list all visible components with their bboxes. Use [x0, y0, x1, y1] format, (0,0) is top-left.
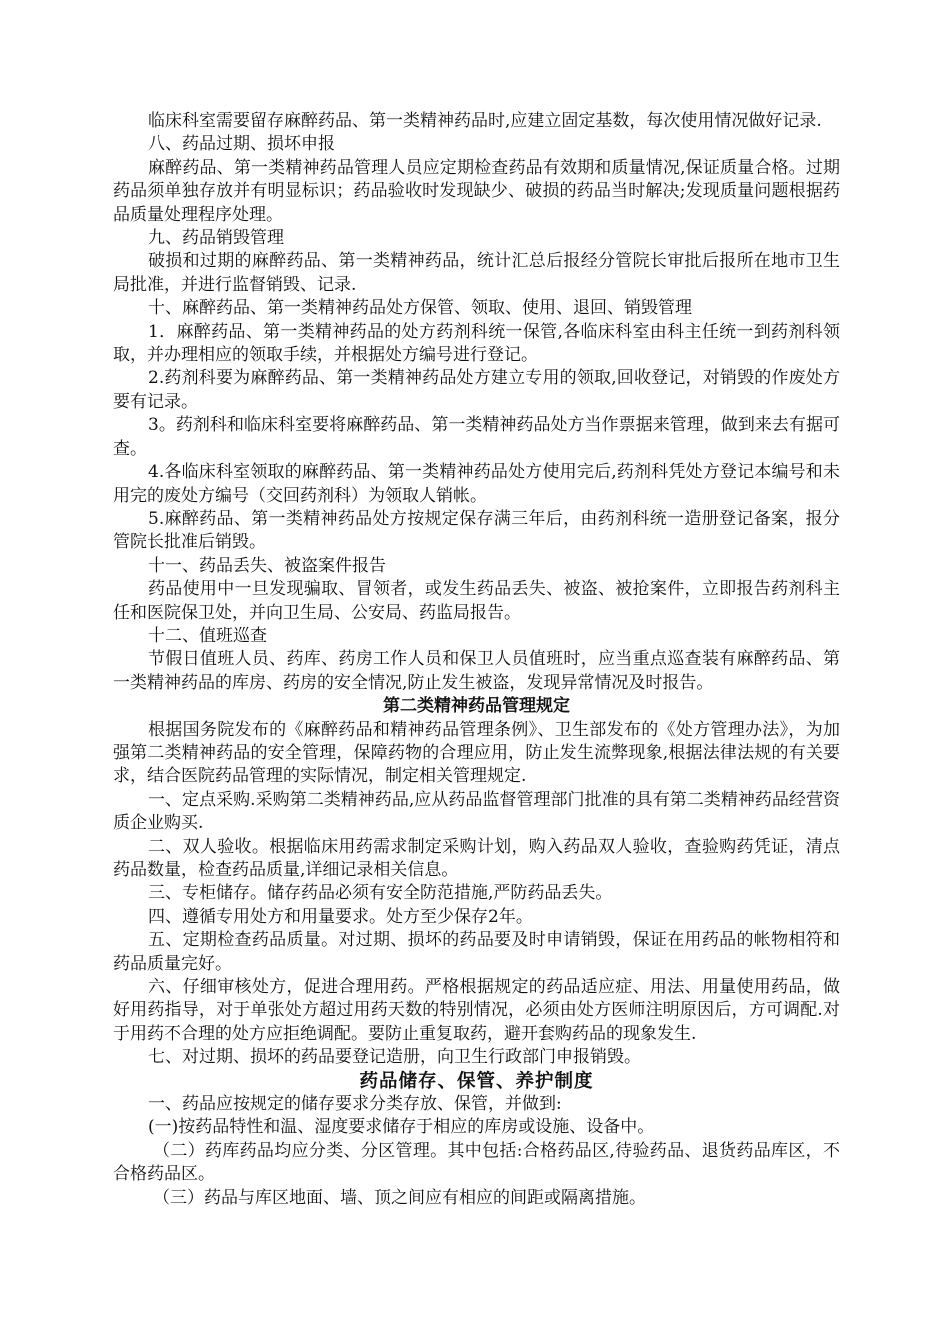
list-item: 1．麻醉药品、第一类精神药品的处方药剂科统一保管,各临床科室由科主任统一到药剂科领取，并办理相应的领取手续，并根据处方编号进行登记。	[113, 321, 840, 366]
paragraph: 麻醉药品、第一类精神药品管理人员应定期检查药品有效期和质量情况,保证质量合格。过期药品须单独存放并有明显标识；药品验收时发现缺少、破损的药品当时解决;发现质量问题根据药品质量处理程序处理。	[113, 157, 840, 225]
list-item: 一、定点采购.采购第二类精神药品,应从药品监督管理部门批准的具有第二类精神药品经营资质企业购买.	[113, 789, 840, 834]
paragraph: 药品使用中一旦发现骗取、冒领者，或发生药品丢失、被盗、被抢案件，立即报告药剂科主任和医院保卫处，并向卫生局、公安局、药监局报告。	[113, 579, 840, 623]
section-heading: 十一、药品丢失、被盗案件报告	[148, 555, 386, 576]
section-heading: 八、药品过期、损坏申报	[148, 134, 335, 155]
section-heading: 九、药品销毁管理	[148, 228, 284, 249]
section-heading: 十二、值班巡查	[148, 625, 267, 646]
paragraph: 根据国务院发布的《麻醉药品和精神药品管理条例》、卫生部发布的《处方管理办法》，为加强第二类精神药品的安全管理，保障药物的合理应用，防止发生流弊现象,根据法律法规的有关要求，结合医院药品管理的实际情况，制定相关管理规定.	[113, 719, 840, 787]
paragraph: 破损和过期的麻醉药品、第一类精神药品，统计汇总后报经分管院长审批后报所在地市卫生局批准，并进行监督销毁、记录.	[113, 251, 840, 295]
document-title: 第二类精神药品管理规定	[383, 696, 570, 717]
section-heading: 十、麻醉药品、第一类精神药品处方保管、领取、使用、退回、销毁管理	[148, 298, 692, 319]
document-page	[113, 110, 840, 1210]
list-item: 七、对过期、损坏的药品要登记造册，向卫生行政部门申报销毁。	[148, 1047, 641, 1068]
list-item: 四、遵循专用处方和用量要求。处方至少保存2年。	[148, 906, 533, 927]
paragraph: 临床科室需要留存麻醉药品、第一类精神药品时,应建立固定基数，每次使用情况做好记录.	[148, 111, 822, 131]
list-item: 二、双人验收。根据临床用药需求制定采购计划，购入药品双人验收，查验购药凭证，清点药品数量，检查药品质量,详细记录相关信息。	[113, 836, 840, 880]
paragraph: 节假日值班人员、药库、药房工作人员和保卫人员值班时，应当重点巡查装有麻醉药品、第一类精神药品的库房、药房的安全情况,防止发生被盗，发现异常情况及时报告。	[113, 649, 840, 693]
list-item: （二）药库药品均应分类、分区管理。其中包括:合格药品区,待验药品、退货药品库区，不合格药品区。	[113, 1140, 840, 1185]
list-item: 5.麻醉药品、第一类精神药品处方按规定保存满三年后，由药剂科统一造册登记备案，报分管院长批准后销毁。	[113, 508, 840, 553]
list-item: 三、专柜储存。储存药品必须有安全防范措施,严防药品丢失。	[148, 883, 613, 904]
list-item: 4.各临床科室领取的麻醉药品、第一类精神药品处方使用完后,药剂科凭处方登记本编号和未用完的废处方编号（交回药剂科）为领取人销帐。	[113, 462, 840, 506]
list-item: 六、仔细审核处方，促进合理用药。严格根据规定的药品适应症、用法、用量使用药品，做好用药指导，对于单张处方超过用药天数的特别情况，必须由处方医师注明原因后，方可调配.对于用药不合理的处方应拒绝调配。要防止重复取药，避开套购药品的现象发生.	[113, 977, 840, 1044]
paragraph: 一、药品应按规定的储存要求分类存放、保管，并做到:	[148, 1094, 562, 1115]
list-item: （三）药品与库区地面、墙、顶之间应有相应的间距或隔离措施。	[153, 1187, 646, 1208]
document-title: 药品储存、保管、养护制度	[359, 1070, 594, 1092]
list-item: 五、定期检查药品质量。对过期、损坏的药品要及时申请销毁，保证在用药品的帐物相符和药品质量完好。	[113, 930, 840, 974]
list-item: (一)按药品特性和温、湿度要求储存于相应的库房或设施、设备中。	[148, 1117, 655, 1138]
list-item: 3。药剂科和临床科室要将麻醉药品、第一类精神药品处方当作票据来管理，做到来去有据可查。	[113, 415, 840, 459]
list-item: 2.药剂科要为麻醉药品、第一类精神药品处方建立专用的领取,回收登记，对销毁的作废处方要有记录。	[113, 368, 840, 412]
